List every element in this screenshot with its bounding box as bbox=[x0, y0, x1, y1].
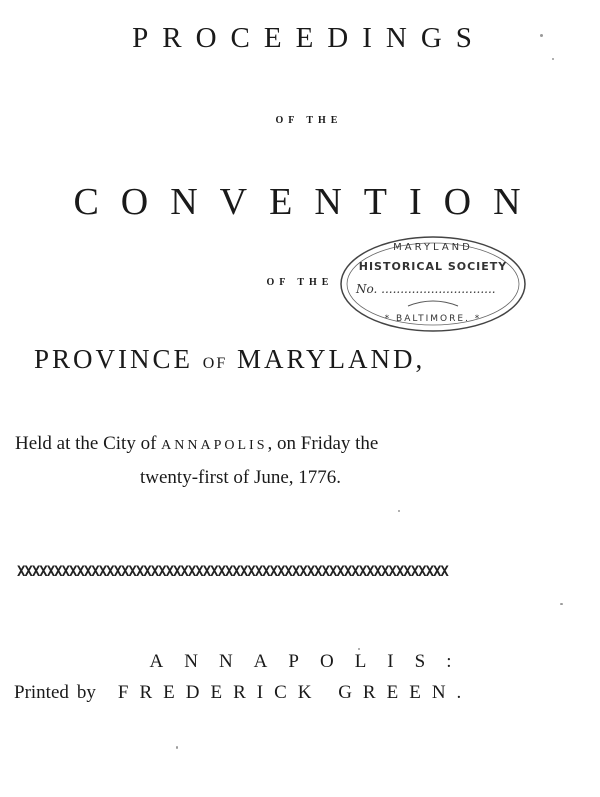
stamp-top-text: MARYLAND bbox=[393, 242, 473, 253]
date-line: twenty-first of June, 1776. bbox=[140, 467, 342, 488]
paper-speck bbox=[176, 746, 178, 749]
paper-speck bbox=[540, 34, 543, 37]
stamp-number: No. .............................. bbox=[356, 282, 496, 296]
paper-speck bbox=[552, 58, 554, 60]
stamp-bottom-text: * BALTIMORE. * bbox=[384, 314, 482, 324]
imprint-by: by bbox=[76, 682, 96, 703]
held-pre: Held at the City of bbox=[15, 433, 162, 454]
library-stamp bbox=[338, 234, 528, 334]
province-word: PROVINCE bbox=[34, 344, 203, 374]
imprint-line bbox=[14, 682, 472, 704]
ornament-rule: XXXXXXXXXXXXXXXXXXXXXXXXXXXXXXXXXXXXXXXXXXXXXXXXXXXXXXXXXX bbox=[17, 564, 448, 580]
title-proceedings: PROCEEDINGS bbox=[132, 22, 486, 54]
imprint-label: Printed bbox=[14, 682, 69, 703]
held-line bbox=[15, 433, 378, 455]
subtitle-of-the-second: OF THE bbox=[266, 277, 334, 288]
imprint-city: ANNAPOLIS: bbox=[149, 651, 473, 672]
heading-convention: CONVENTION bbox=[73, 181, 543, 223]
subtitle-of-the: OF THE bbox=[275, 115, 343, 126]
paper-speck bbox=[560, 603, 563, 605]
province-maryland: MARYLAND, bbox=[227, 344, 426, 374]
paper-speck bbox=[358, 648, 360, 650]
held-post: , on Friday the bbox=[267, 433, 379, 454]
stamp-middle-text: HISTORICAL SOCIETY bbox=[358, 260, 508, 273]
province-of: OF bbox=[202, 355, 228, 372]
heading-province bbox=[34, 344, 425, 375]
paper-speck bbox=[398, 510, 400, 512]
held-city: ANNAPOLIS bbox=[161, 438, 268, 453]
imprint-printer: FREDERICK GREEN. bbox=[117, 682, 473, 703]
